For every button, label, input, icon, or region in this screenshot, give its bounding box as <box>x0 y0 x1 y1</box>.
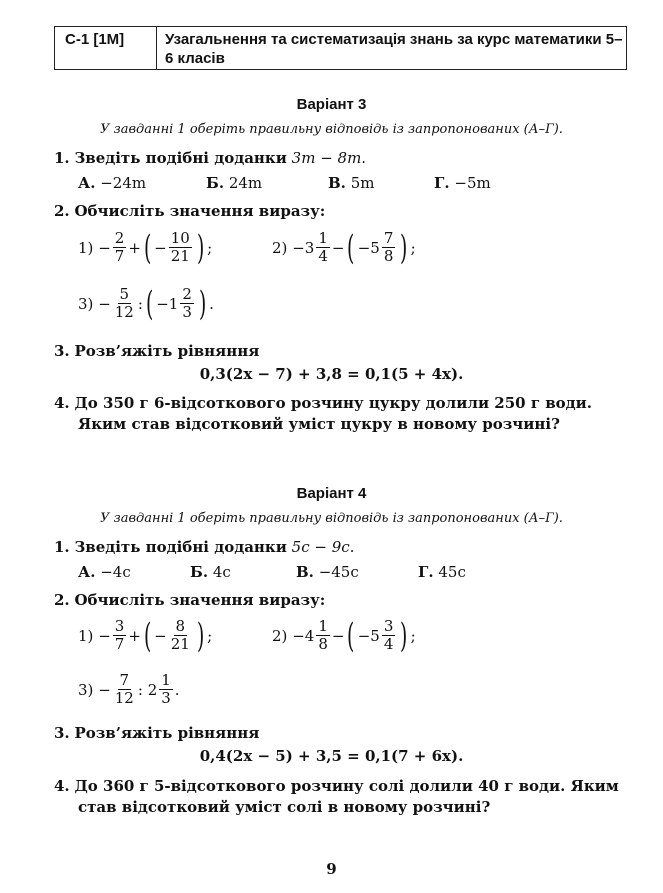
expression-2: 2) −3 $\frac{1}{4}$ − ( −5 $\frac{7}{8}$ ) ; <box>272 227 416 268</box>
page-number: 9 <box>326 860 337 878</box>
task-4: 4. До 360 г 5-відсоткового розчину солі долили 40 г води. Яким став відсотковий уміст солі в новому розчині? <box>54 777 619 816</box>
task-2: 2. Обчисліть значення виразу: <box>54 202 326 220</box>
task-3: 3. Розв’яжіть рівняння <box>54 724 260 742</box>
task-1: 1. Зведіть подібні доданки 5c − 9c. <box>54 538 355 556</box>
expression-3: 3) − $\frac{7}{12}$ : 2 $\frac{1}{3}$ . <box>78 671 180 707</box>
task-3: 3. Розв’яжіть рівняння <box>54 342 260 360</box>
expression-2: 2) −4 $\frac{1}{8}$ − ( −5 $\frac{3}{4}$ ) ; <box>272 615 416 656</box>
expression-1: 1) − $\frac{3}{7}$ + ( − $\frac{8}{21}$ ) ; <box>78 615 213 656</box>
section-header <box>54 26 627 70</box>
instruction: У завданні 1 оберіть правильну відповідь із запропонованих (А–Г). <box>100 511 563 526</box>
variant-title: Варіант 4 <box>296 485 367 502</box>
option-d: Г. −5m <box>434 174 491 192</box>
option-c: В. 5m <box>328 174 375 192</box>
option-d: Г. 45c <box>418 563 466 581</box>
equation: 0,3(2x − 7) + 3,8 = 0,1(5 + 4x). <box>199 365 464 383</box>
task-4: 4. До 350 г 6-відсоткового розчину цукру долили 250 г води. Яким став відсотковий уміст цукру в новому розчині? <box>54 394 593 433</box>
section-title: Узагальнення та систематизація знань за курс математики 5–6 класів <box>165 31 623 67</box>
equation: 0,4(2x − 5) + 3,5 = 0,1(7 + 6x). <box>199 747 464 765</box>
option-a: А. −24m <box>78 174 147 192</box>
variant-title: Варіант 3 <box>296 96 367 113</box>
option-a: А. −4c <box>78 563 131 581</box>
option-b: Б. 4c <box>190 563 231 581</box>
task-1-expression: 3m − 8m <box>291 149 362 167</box>
task-1-expression: 5c − 9c <box>291 538 350 556</box>
expression-1: 1) − $\frac{2}{7}$ + ( − $\frac{10}{21}$ ) ; <box>78 227 213 268</box>
instruction: У завданні 1 оберіть правильну відповідь із запропонованих (А–Г). <box>100 122 563 137</box>
task-2: 2. Обчисліть значення виразу: <box>54 591 326 609</box>
expression-3: 3) − $\frac{5}{12}$ : ( −1 $\frac{2}{3}$ ) . <box>78 283 214 324</box>
option-b: Б. 24m <box>206 174 263 192</box>
task-1: 1. Зведіть подібні доданки 3m − 8m. <box>54 149 367 167</box>
option-c: В. −45c <box>296 563 359 581</box>
section-code: С-1 [1М] <box>55 27 157 69</box>
